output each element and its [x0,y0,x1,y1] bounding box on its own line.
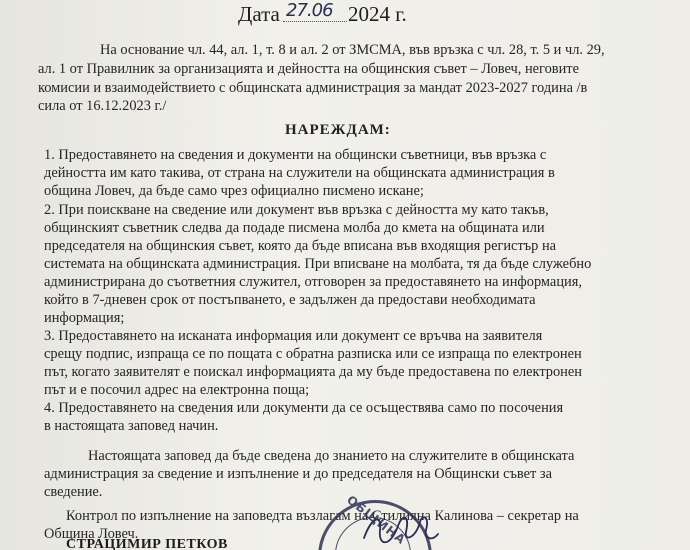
closing-line: Настоящата заповед да бъде сведена до знанието на служителите в общинската [88,448,575,464]
item-line: път и е посочил адрес на електронна поща; [44,382,310,398]
item-line: общинският съветник следва да подаде писмена молба до кмета на общината или [44,220,545,236]
closing-line: сведение. [44,484,103,500]
item-line: администрирана до съответния служител, отговорен за предоставянето на информация, [44,274,582,290]
handwritten-date: 27.06 [286,0,333,21]
handwritten-signature [360,508,440,550]
preamble-line: На основание чл. 44, ал. 1, т. 8 и ал. 2 от ЗМСМА, във връзка с чл. 28, т. 5 и чл. 29, [100,42,605,58]
date-header [0,0,690,28]
preamble-line: ал. 1 от Правилник за организацията и дейността на общинския съвет – Ловеч, неговите [38,61,579,77]
control-line: Контрол по изпълнение на заповедта възлагам на Стилияна Калинова – секретар на [66,508,579,524]
date-label: Дата [238,2,280,26]
date-dotted-line [283,21,347,22]
item-line: който в 7-дневен срок от постъпването, е задължен да предостави необходимата [44,292,536,308]
control-line: Община Ловеч. [44,526,139,542]
item-line: път, когато заявителят е поискал информацията да му бъде предоставена по електронен [44,364,582,380]
closing-line: администрация за сведение и изпълнение и до председателя на Общински съвет за [44,466,552,482]
item-line: 2. При поискване на сведение или документ във връзка с дейността му като такъв, [44,202,549,218]
date-year: 2024 г. [348,2,407,26]
item-line: община Ловеч, да бъде само чрез официално писмено искане; [44,183,424,199]
item-line: 3. Предоставянето на исканата информация или документ се връчва на заявителя [44,328,543,344]
item-line: председателя на общинския съвет, която да бъде вписана във входящия регистър на [44,238,557,254]
preamble-line: сила от 16.12.2023 г./ [38,98,167,114]
item-line: срещу подпис, изпраща се по пощата с обратна разписка или се изпраща по електронен [44,346,582,362]
item-line: системата на общинската администрация. При вписване на молбата, тя да бъде служебно [44,256,592,272]
item-line: 4. Предоставянето на сведения или документи да се осъществява само по посочения [44,400,564,416]
stamp-text: ОБЩИНА [344,492,409,548]
item-line: информация; [44,310,125,326]
order-title: НАРЕЖДАМ: [285,122,391,138]
item-line: в настоящата заповед начин. [44,418,219,434]
item-line: 1. Предоставянето на сведения и документи на общински съветници, във връзка с [44,147,547,163]
signer-name: СТРАЦИМИР ПЕТКОВ [66,537,228,550]
item-line: дейността им като такива, от страна на служители на общинската администрация в [44,165,555,181]
preamble-line: комисии и взаимодействието с общинската администрация за мандат 2023-2027 година /в [38,80,588,96]
